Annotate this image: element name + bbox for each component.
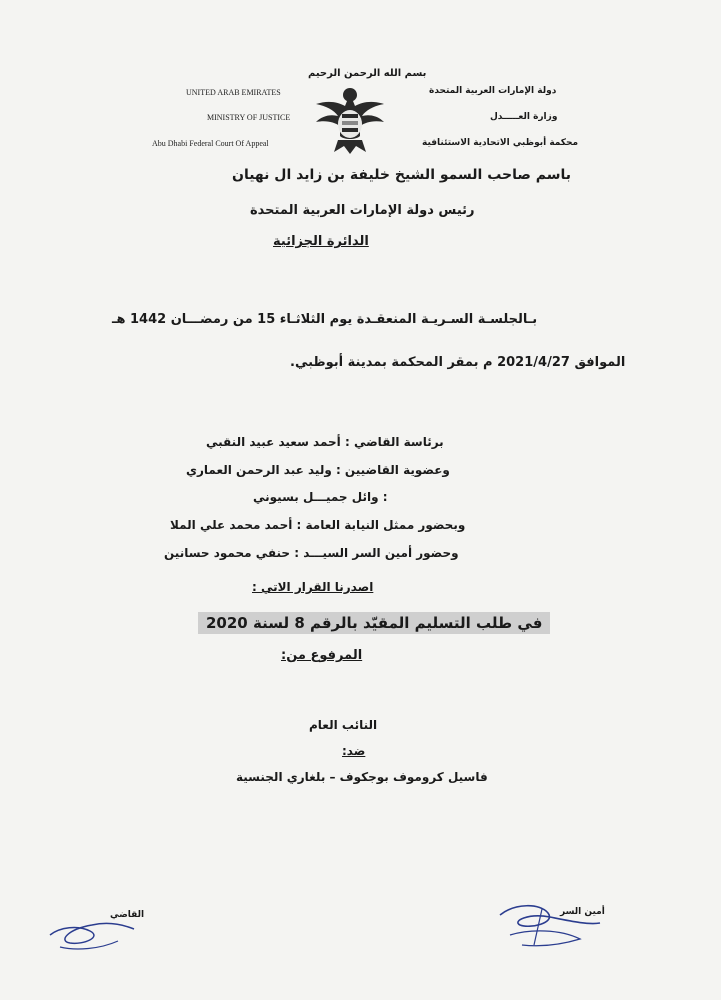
arabic-court: محكمة أبوظبي الاتحادية الاستئنافية (422, 138, 579, 148)
member-judges: وعضوية القاضيين : وليد عبد الرحمن العماري (186, 463, 450, 477)
plaintiff: النائب العام (309, 718, 378, 732)
uae-eagle-emblem (308, 84, 393, 156)
english-country: UNITED ARAB EMIRATES (186, 88, 281, 97)
member-judge-2: : وائل جميـــل بسيوني (253, 490, 388, 504)
prosecution-rep: وبحضور ممثل النيابة العامة : أحمد محمد علي الملا (170, 518, 466, 532)
session-line-1: بـالجلسـة السـريـة المنعقـدة يوم الثلاثـاء 15 من رمضـــان 1442 هـ (112, 312, 538, 327)
session-line-2: الموافق 2021/4/27 م بمقر المحكمة بمدينة أبوظبي. (290, 355, 626, 370)
title-line-1: باسم صاحب السمو الشيخ خليفة بن زايد ال نهيان (232, 167, 572, 183)
judge-signature (40, 905, 140, 955)
against-label: ضد: (342, 744, 366, 758)
presiding-judge: برئاسة القاضي : أحمد سعيد عبيد النقبي (206, 435, 444, 449)
court-secretary: وحضور أمين السر السيـــد : حنفي محمود حسانين (164, 546, 459, 560)
filed-by-label: المرفوع من: (281, 648, 363, 663)
title-line-2: رئيس دولة الإمارات العربية المتحدة (250, 203, 475, 218)
english-ministry: MINISTRY OF JUSTICE (207, 113, 291, 122)
circuit-title: الدائرة الجزائية (273, 234, 369, 249)
basmala: بسم الله الرحمن الرحيم (308, 68, 427, 79)
arabic-ministry: وزارة العـــــدل (490, 112, 558, 122)
english-court: Abu Dhabi Federal Court Of Appeal (152, 139, 269, 148)
judge-signature-label: القاضي (110, 910, 145, 920)
case-title: في طلب التسليم المقيّد بالرقم 8 لسنة 2020 (198, 612, 550, 634)
secretary-signature (470, 895, 610, 955)
arabic-country: دولة الإمارات العربية المتحدة (429, 86, 557, 96)
decision-issued: اصدرنا القرار الاتي : (252, 580, 374, 594)
defendant: فاسيل كروموف بوجكوف – بلغاري الجنسية (236, 770, 488, 784)
secretary-signature-label: أمين السر (560, 907, 605, 917)
